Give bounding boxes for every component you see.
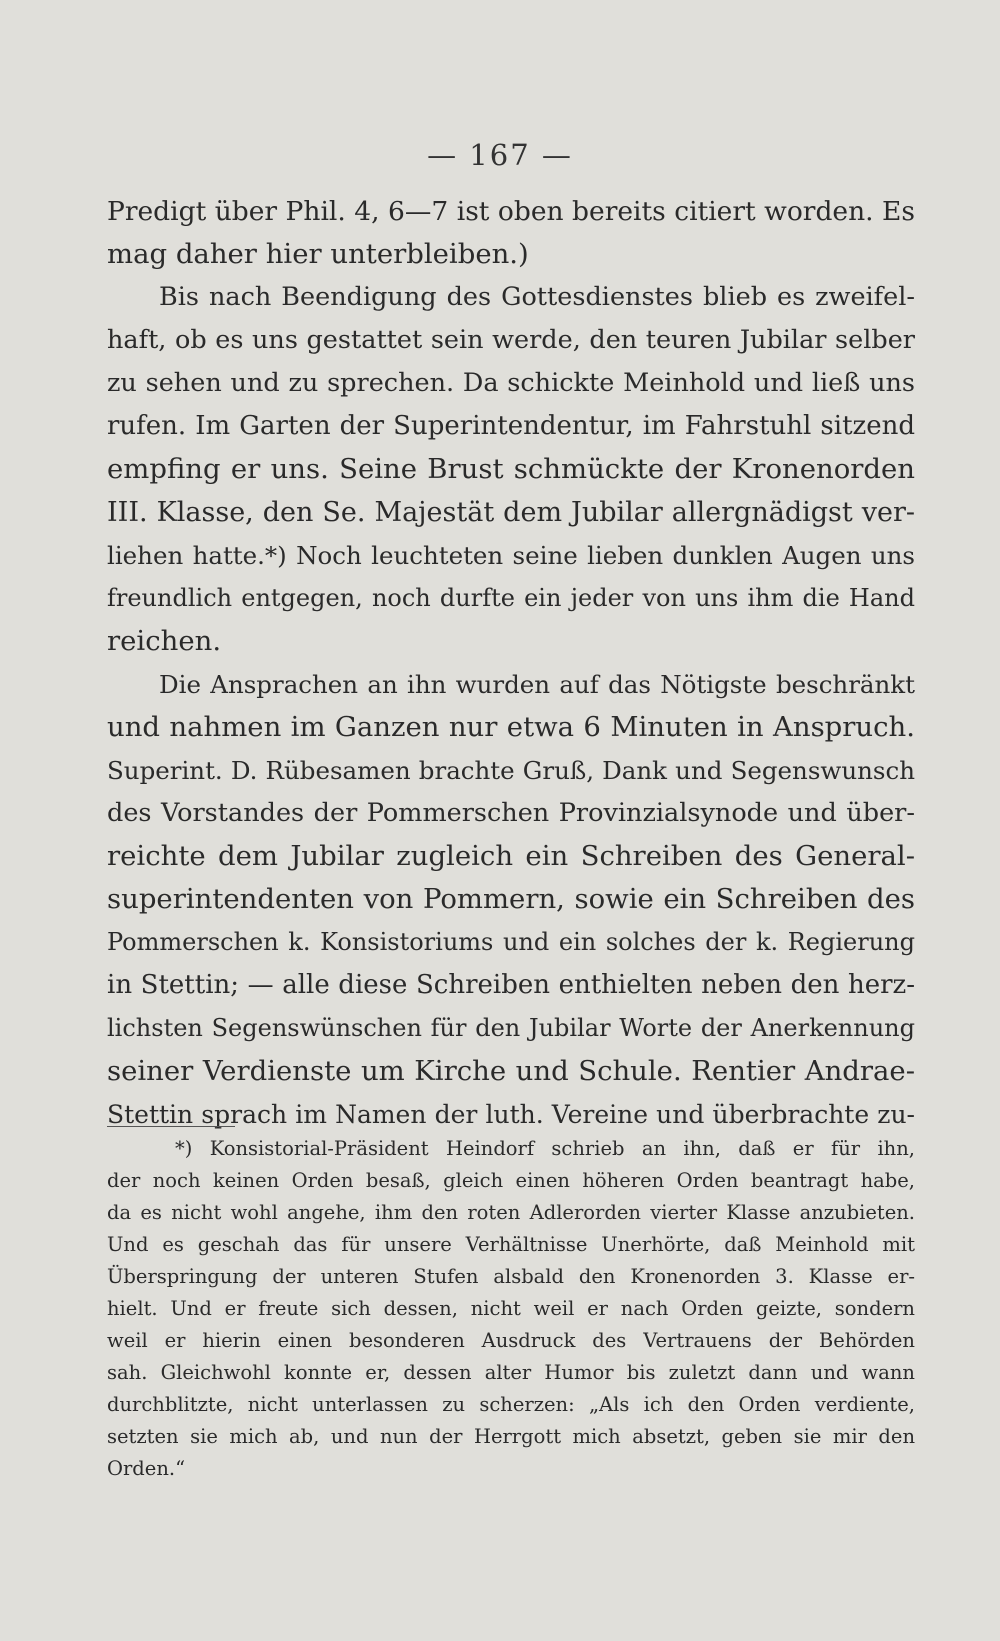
footnote-line: *) Konsistorial-Präsident Heindorf schrieb an ihn, daß er für ihn, <box>175 1137 915 1160</box>
text-line: reichen. <box>107 625 222 657</box>
text-line: freundlich entgegen, noch durfte ein jeder von uns ihm die Hand <box>107 584 915 612</box>
text-line: Die Ansprachen an ihn wurden auf das Nötigste beschränkt <box>159 670 915 699</box>
text-line: seiner Verdienste um Kirche und Schule. Rentier Andrae- <box>107 1055 915 1087</box>
text-line: mag daher hier unterbleiben.) <box>107 238 529 270</box>
text-line: Pommerschen k. Konsistoriums und ein solches der k. Regierung <box>107 928 915 956</box>
footnote-line: da es nicht wohl angehe, ihm den roten Adlerorden vierter Klasse anzubieten. <box>107 1201 915 1224</box>
footnote-line: durchblitzte, nicht unterlassen zu scherzen: „Als ich den Orden verdiente, <box>107 1393 915 1416</box>
text-line: rufen. Im Garten der Superintendentur, im Fahrstuhl sitzend <box>107 411 915 441</box>
text-line: haft, ob es uns gestattet sein werde, den teuren Jubilar selber <box>107 325 915 355</box>
text-line: lichsten Segenswünschen für den Jubilar Worte der Anerkennung <box>107 1014 915 1042</box>
text-line: liehen hatte.*) Noch leuchteten seine lieben dunklen Augen uns <box>107 541 915 570</box>
text-line: III. Klasse, den Se. Majestät dem Jubilar allergnädigst ver- <box>107 497 915 528</box>
footnote-line: hielt. Und er freute sich dessen, nicht weil er nach Orden geizte, sondern <box>107 1297 915 1320</box>
footnote-divider <box>107 1126 235 1127</box>
footnote-line: setzten sie mich ab, und nun der Herrgott mich absetzt, geben sie mir den <box>107 1425 915 1448</box>
page-number: — 167 — <box>427 138 573 172</box>
text-line: empfing er uns. Seine Brust schmückte der Kronenorden <box>107 453 915 485</box>
text-line: Predigt über Phil. 4, 6—7 ist oben bereits citiert worden. Es <box>107 196 915 227</box>
footnote-line: Orden.“ <box>107 1457 186 1480</box>
text-line: Stettin sprach im Namen der luth. Vereine und überbrachte zu- <box>107 1100 915 1129</box>
text-line: Superint. D. Rübesamen brachte Gruß, Dank und Segenswunsch <box>107 756 915 785</box>
text-line: zu sehen und zu sprechen. Da schickte Meinhold und ließ uns <box>107 368 915 398</box>
text-line: Bis nach Beendigung des Gottesdienstes blieb es zweifel- <box>159 282 915 312</box>
text-line: superintendenten von Pommern, sowie ein Schreiben des <box>107 883 915 915</box>
footnote-line: Und es geschah das für unsere Verhältnisse Unerhörte, daß Meinhold mit <box>107 1233 915 1256</box>
text-line: und nahmen im Ganzen nur etwa 6 Minuten in Anspruch. <box>107 711 915 743</box>
footnote-line: Überspringung der unteren Stufen alsbald den Kronenorden 3. Klasse er- <box>107 1265 915 1288</box>
footnote-line: weil er hierin einen besonderen Ausdruck des Vertrauens der Behörden <box>107 1329 915 1352</box>
body-text <box>107 190 915 1136</box>
text-line: reichte dem Jubilar zugleich ein Schreiben des General- <box>107 840 915 872</box>
text-line: in Stettin; — alle diese Schreiben enthielten neben den herz- <box>107 970 915 1000</box>
footnotes <box>107 1133 915 1485</box>
footnote-line: sah. Gleichwohl konnte er, dessen alter Humor bis zuletzt dann und wann <box>107 1361 915 1384</box>
text-line: des Vorstandes der Pommerschen Provinzialsynode und über- <box>107 798 915 828</box>
footnote-line: der noch keinen Orden besaß, gleich einen höheren Orden beantragt habe, <box>107 1169 915 1192</box>
